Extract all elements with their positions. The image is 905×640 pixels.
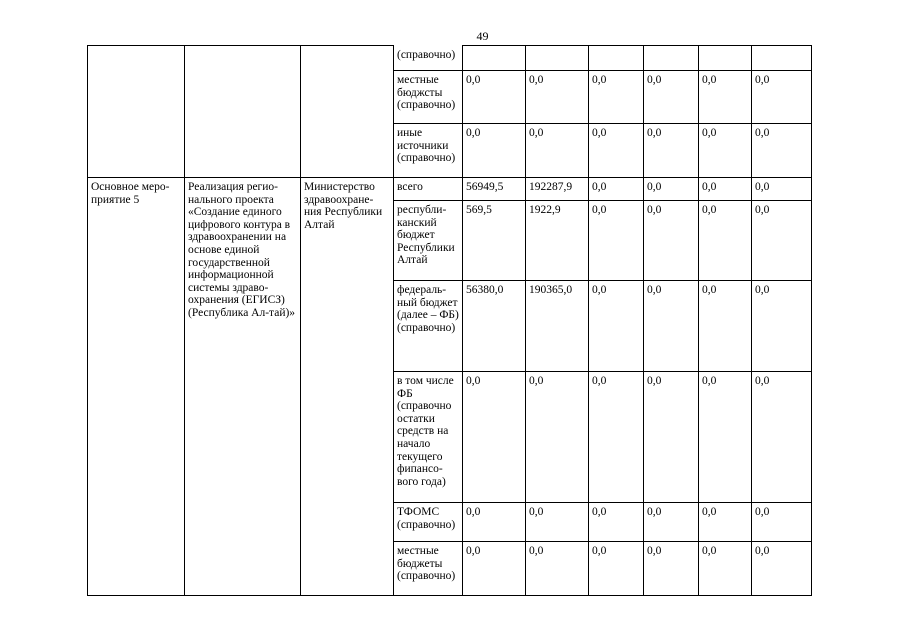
source-cell: местные бюджсты (справочно) [394, 71, 463, 124]
table-row [88, 46, 812, 71]
value-cell: 0,0 [589, 124, 644, 178]
value-cell [526, 46, 589, 71]
value-cell: 0,0 [699, 281, 752, 372]
value-cell [752, 46, 812, 71]
value-cell: 0,0 [752, 71, 812, 124]
value-cell: 56949,5 [463, 178, 526, 201]
value-cell: 0,0 [463, 503, 526, 542]
value-cell: 0,0 [589, 178, 644, 201]
value-cell: 0,0 [463, 71, 526, 124]
source-cell: в том числе ФБ (справочно остатки средств на начало текущего фипансо-вого года) [394, 372, 463, 503]
executor-cell-empty [301, 46, 394, 178]
value-cell: 0,0 [589, 71, 644, 124]
value-cell: 0,0 [526, 71, 589, 124]
value-cell: 0,0 [526, 542, 589, 596]
activity-executor-cell: Министерство здравоохране-ния Республики Алтай [301, 178, 394, 596]
value-cell: 0,0 [526, 503, 589, 542]
value-cell [699, 46, 752, 71]
description-cell-empty [185, 46, 301, 178]
value-cell [644, 46, 699, 71]
value-cell: 0,0 [752, 281, 812, 372]
value-cell: 0,0 [644, 281, 699, 372]
value-cell: 56380,0 [463, 281, 526, 372]
page-number: 49 [476, 29, 489, 43]
source-cell: федераль-ный бюджет (далее – ФБ) (справочно) [394, 281, 463, 372]
value-cell: 0,0 [644, 372, 699, 503]
value-cell: 1922,9 [526, 201, 589, 281]
value-cell [589, 46, 644, 71]
value-cell: 0,0 [526, 124, 589, 178]
value-cell: 0,0 [644, 71, 699, 124]
value-cell: 0,0 [644, 201, 699, 281]
value-cell: 0,0 [589, 372, 644, 503]
source-cell: всего [394, 178, 463, 201]
value-cell: 0,0 [644, 124, 699, 178]
value-cell: 0,0 [463, 372, 526, 503]
value-cell: 192287,9 [526, 178, 589, 201]
value-cell: 0,0 [589, 281, 644, 372]
value-cell [463, 46, 526, 71]
budget-table [87, 45, 812, 596]
value-cell: 0,0 [752, 372, 812, 503]
value-cell: 0,0 [589, 201, 644, 281]
source-cell: (справочно) [394, 46, 463, 71]
value-cell: 0,0 [644, 542, 699, 596]
source-cell: ТФОМС (справочно) [394, 503, 463, 542]
value-cell: 0,0 [644, 178, 699, 201]
source-cell: местные бюджеты (справочно) [394, 542, 463, 596]
table-row [88, 178, 812, 201]
activity-cell-empty [88, 46, 185, 178]
value-cell: 0,0 [752, 124, 812, 178]
source-cell: республи-канский бюджет Республики Алтай [394, 201, 463, 281]
value-cell: 190365,0 [526, 281, 589, 372]
value-cell: 0,0 [463, 542, 526, 596]
value-cell: 0,0 [699, 201, 752, 281]
value-cell: 0,0 [526, 372, 589, 503]
activity-description-cell: Реализация регио-нального проекта «Создание единого цифрового контура в здравоохранении на основе единой государственной информационной системы здраво-охранения (ЕГИСЗ) (Республика Ал-тай)» [185, 178, 301, 596]
value-cell: 0,0 [752, 201, 812, 281]
value-cell: 0,0 [699, 542, 752, 596]
value-cell: 0,0 [589, 542, 644, 596]
source-cell: иные источники (справочно) [394, 124, 463, 178]
value-cell: 0,0 [699, 71, 752, 124]
value-cell: 569,5 [463, 201, 526, 281]
value-cell: 0,0 [463, 124, 526, 178]
value-cell: 0,0 [699, 372, 752, 503]
value-cell: 0,0 [589, 503, 644, 542]
value-cell: 0,0 [752, 503, 812, 542]
value-cell: 0,0 [752, 542, 812, 596]
activity-name-cell: Основное меро-приятие 5 [88, 178, 185, 596]
value-cell: 0,0 [699, 503, 752, 542]
value-cell: 0,0 [752, 178, 812, 201]
value-cell: 0,0 [699, 124, 752, 178]
value-cell: 0,0 [644, 503, 699, 542]
value-cell: 0,0 [699, 178, 752, 201]
